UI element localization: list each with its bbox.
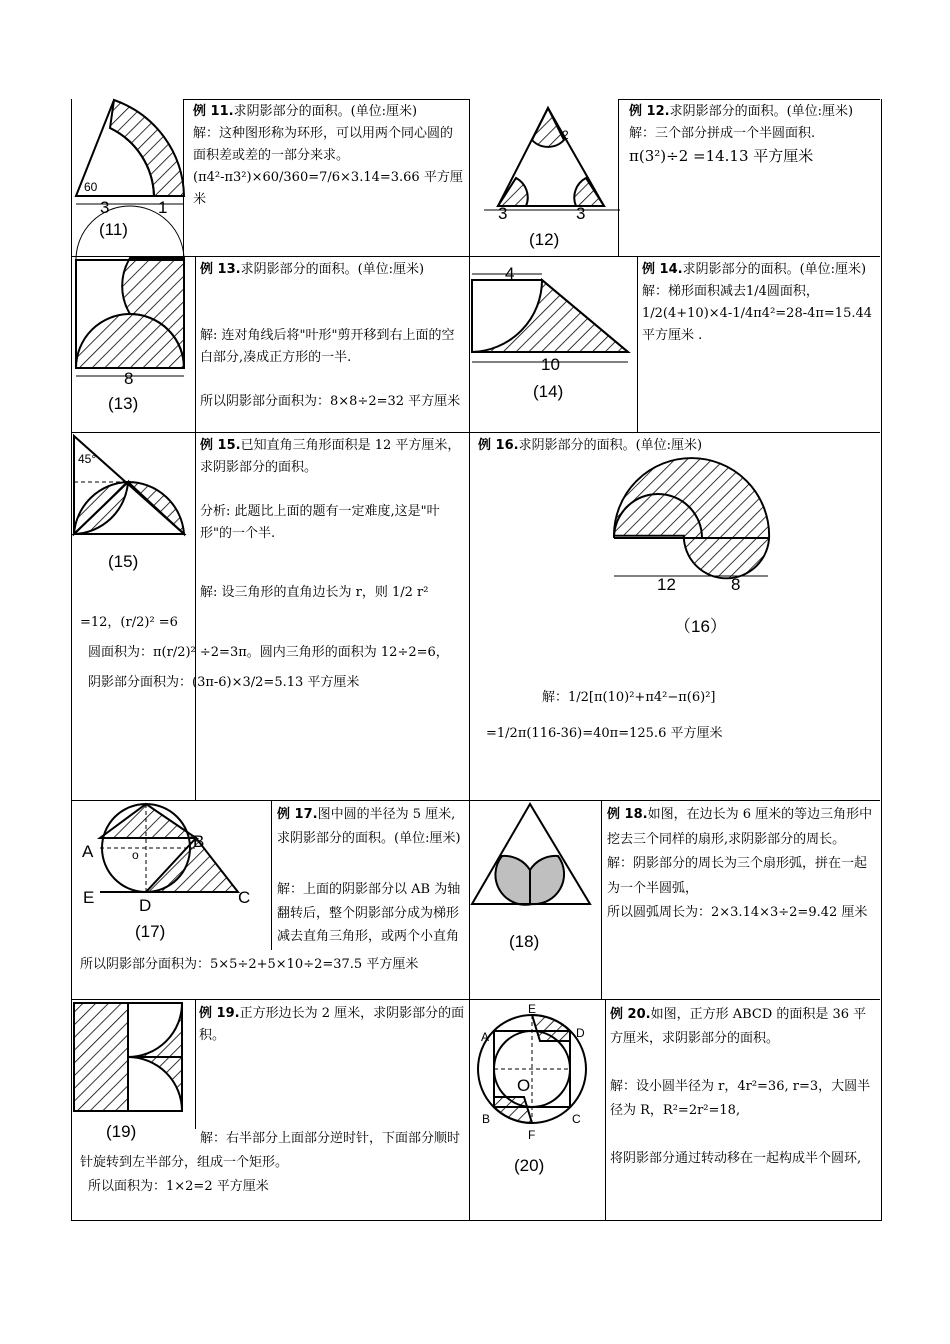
example-title: 例 15.	[200, 438, 241, 453]
example-18-text	[607, 803, 877, 926]
point-label: B	[482, 1112, 491, 1126]
figure-label: (15)	[108, 552, 139, 571]
dim-label: 3	[498, 204, 508, 223]
dim-label: 12	[657, 575, 676, 594]
example-14-text	[642, 259, 876, 347]
figure-19	[72, 1001, 184, 1113]
dim-label: 1	[158, 198, 168, 217]
point-label: F	[528, 1128, 536, 1142]
dim-label: 8	[731, 575, 741, 594]
example-title: 例 13.	[200, 262, 241, 277]
rule	[71, 432, 880, 433]
example-title: 例 20.	[610, 1007, 651, 1022]
solution: 解：阴影部分的周长为三个扇形弧，拼在一起为一个半圆弧，	[607, 856, 868, 896]
solution: 解：设小圆半径为 r，4r²=36, r=3，大圆半径为 R，R²=2r²=18,	[610, 1079, 871, 1118]
solution: 将阴影部分通过转动移在一起构成半个圆环,	[610, 1151, 862, 1166]
solution: 圆面积为：π(r/2)² ÷2=3π。圆内三角形的面积为 12÷2=6，	[88, 645, 449, 660]
figure-16	[612, 460, 772, 590]
solution: 解：上面的阴影部分以 AB 为轴翻转后，整个阴影部分成为梯形减去直角三角形，或两个小直角	[277, 882, 461, 944]
formula: 1/2(4+10)×4-1/4π4²=28-4π=15.44 平方厘米 .	[642, 306, 873, 343]
figure-label: (17)	[135, 922, 166, 941]
figure-13	[74, 258, 186, 378]
rule	[637, 256, 638, 432]
solution: 解：梯形面积减去1/4圆面积，	[642, 284, 819, 299]
angle-label: 45°	[78, 452, 97, 466]
rule	[618, 99, 880, 100]
point-label: C	[572, 1112, 581, 1126]
point-label: D	[139, 896, 152, 915]
example-17-text	[277, 803, 465, 850]
figure-label: (14)	[533, 382, 564, 401]
point-label: E	[528, 1002, 537, 1016]
rule	[183, 99, 470, 100]
example-title: 例 17.	[277, 807, 318, 822]
example-19-text	[199, 1003, 465, 1047]
prompt: 图中圆的半径为 5 厘米,求阴影部分的面积。(单位:厘米)	[277, 807, 461, 846]
prompt: 如图，在边长为 6 厘米的等边三角形中挖去三个同样的扇形,求阴影部分的周长。	[607, 807, 873, 847]
example-16-solution	[486, 680, 876, 752]
point-label: O	[517, 1076, 531, 1095]
prompt: 求阴影部分的面积。(单位:厘米)	[518, 438, 703, 453]
prompt: 求阴影部分的面积。(单位:厘米)	[233, 104, 418, 119]
rule	[71, 999, 880, 1000]
point-label: A	[82, 842, 94, 861]
rule	[605, 999, 606, 1220]
solution: 解：三个部分拼成一个半圆面积.	[629, 126, 816, 141]
example-title: 例 12.	[629, 104, 670, 119]
figure-label: (11)	[99, 220, 128, 239]
figure-label: (20)	[514, 1156, 545, 1175]
dim-label: 2	[562, 128, 569, 142]
example-13-text	[200, 259, 466, 413]
prompt: 求阴影部分的面积。(单位:厘米)	[240, 262, 425, 277]
solution: 解: 连对角线后将"叶形"剪开移到右上面的空白部分,凑成正方形的一半.	[200, 328, 455, 365]
solution: 所以圆弧周长为：2×3.14×3÷2=9.42 厘米	[607, 905, 868, 920]
example-19-solution	[80, 1127, 465, 1199]
solution: 所以阴影部分面积为：5×5÷2+5×10÷2=37.5 平方厘米	[80, 957, 419, 972]
dim-label: 8	[124, 369, 134, 388]
point-label: B	[193, 832, 205, 851]
solution: 解：这种图形称为环形，可以用两个同心圆的面积差或差的一部分来求。	[193, 126, 454, 163]
figure-label: (13)	[108, 394, 139, 413]
figure-label: （16）	[674, 617, 727, 636]
dim-label: 3	[100, 198, 110, 217]
example-12-text	[629, 101, 875, 169]
point-label: C	[238, 888, 251, 907]
rule	[195, 999, 196, 1129]
angle-label: 60	[84, 180, 98, 194]
point-label: A	[481, 1030, 490, 1044]
rule	[195, 256, 196, 432]
solution: 阴影部分面积为：(3π-6)×3/2=5.13 平方厘米	[88, 675, 360, 690]
example-15-solution	[80, 578, 464, 698]
prompt: 求阴影部分的面积。(单位:厘米)	[669, 104, 854, 119]
example-title: 例 11.	[193, 104, 234, 119]
point-label: E	[83, 888, 95, 907]
figure-label: (18)	[509, 932, 540, 951]
prompt: 已知直角三角形面积是 12 平方厘米，求阴影部分的面积。	[200, 438, 461, 475]
example-title: 例 18.	[607, 807, 648, 822]
figure-label: (12)	[529, 230, 560, 249]
example-17-solution-b	[80, 953, 465, 977]
dim-label: 4	[505, 264, 515, 283]
solution: 解: 设三角形的直角边长为 r，则 1/2 r² =12，(r/2)² =6	[80, 585, 429, 630]
example-title: 例 16.	[478, 438, 519, 453]
prompt: 如图，正方形 ABCD 的面积是 36 平方厘米，求阴影部分的面积。	[610, 1007, 867, 1046]
solution: =1/2π(116-36)=40π=125.6 平方厘米	[486, 726, 723, 741]
example-20-text	[610, 1003, 876, 1171]
point-label: o	[132, 848, 139, 862]
prompt: 求阴影部分的面积。(单位:厘米)	[682, 262, 867, 277]
analysis: 分析: 此题比上面的题有一定难度,这是"叶形"的一个半.	[200, 504, 440, 541]
figure-20	[474, 1011, 590, 1127]
solution: 所以阴影部分面积为：8×8÷2=32 平方厘米	[200, 394, 461, 409]
point-label: D	[576, 1026, 585, 1040]
rule	[271, 800, 272, 950]
example-15-text	[200, 435, 464, 545]
column-divider	[469, 99, 470, 1220]
figure-12	[480, 100, 620, 215]
formula: (π4²-π3²)×60/360=7/6×3.14=3.66 平方厘米	[193, 170, 463, 207]
figure-label: (19)	[106, 1122, 137, 1141]
dim-label: 10	[541, 355, 560, 374]
example-16-text	[478, 435, 878, 457]
dim-label: 3	[576, 204, 586, 223]
solution: 所以面积为：1×2=2 平方厘米	[88, 1179, 269, 1194]
example-title: 例 14.	[642, 262, 683, 277]
example-title: 例 19.	[199, 1006, 240, 1021]
solution: 解：1/2[π(10)²+π4²−π(6)²]	[542, 690, 716, 705]
formula: π(3²)÷2 =14.13 平方厘米	[629, 147, 814, 165]
figure-15	[72, 434, 186, 536]
figure-18	[470, 802, 592, 906]
figure-17	[98, 802, 238, 894]
prompt: 正方形边长为 2 厘米，求阴影部分的面积。	[199, 1006, 465, 1043]
rule	[71, 256, 880, 257]
rule	[71, 800, 880, 801]
rule	[601, 800, 602, 999]
example-17-solution-a	[277, 878, 465, 948]
example-11-text	[193, 101, 465, 211]
solution: 解：右半部分上面部分逆时针，下面部分顺时针旋转到左半部分，组成一个矩形。	[80, 1131, 461, 1170]
